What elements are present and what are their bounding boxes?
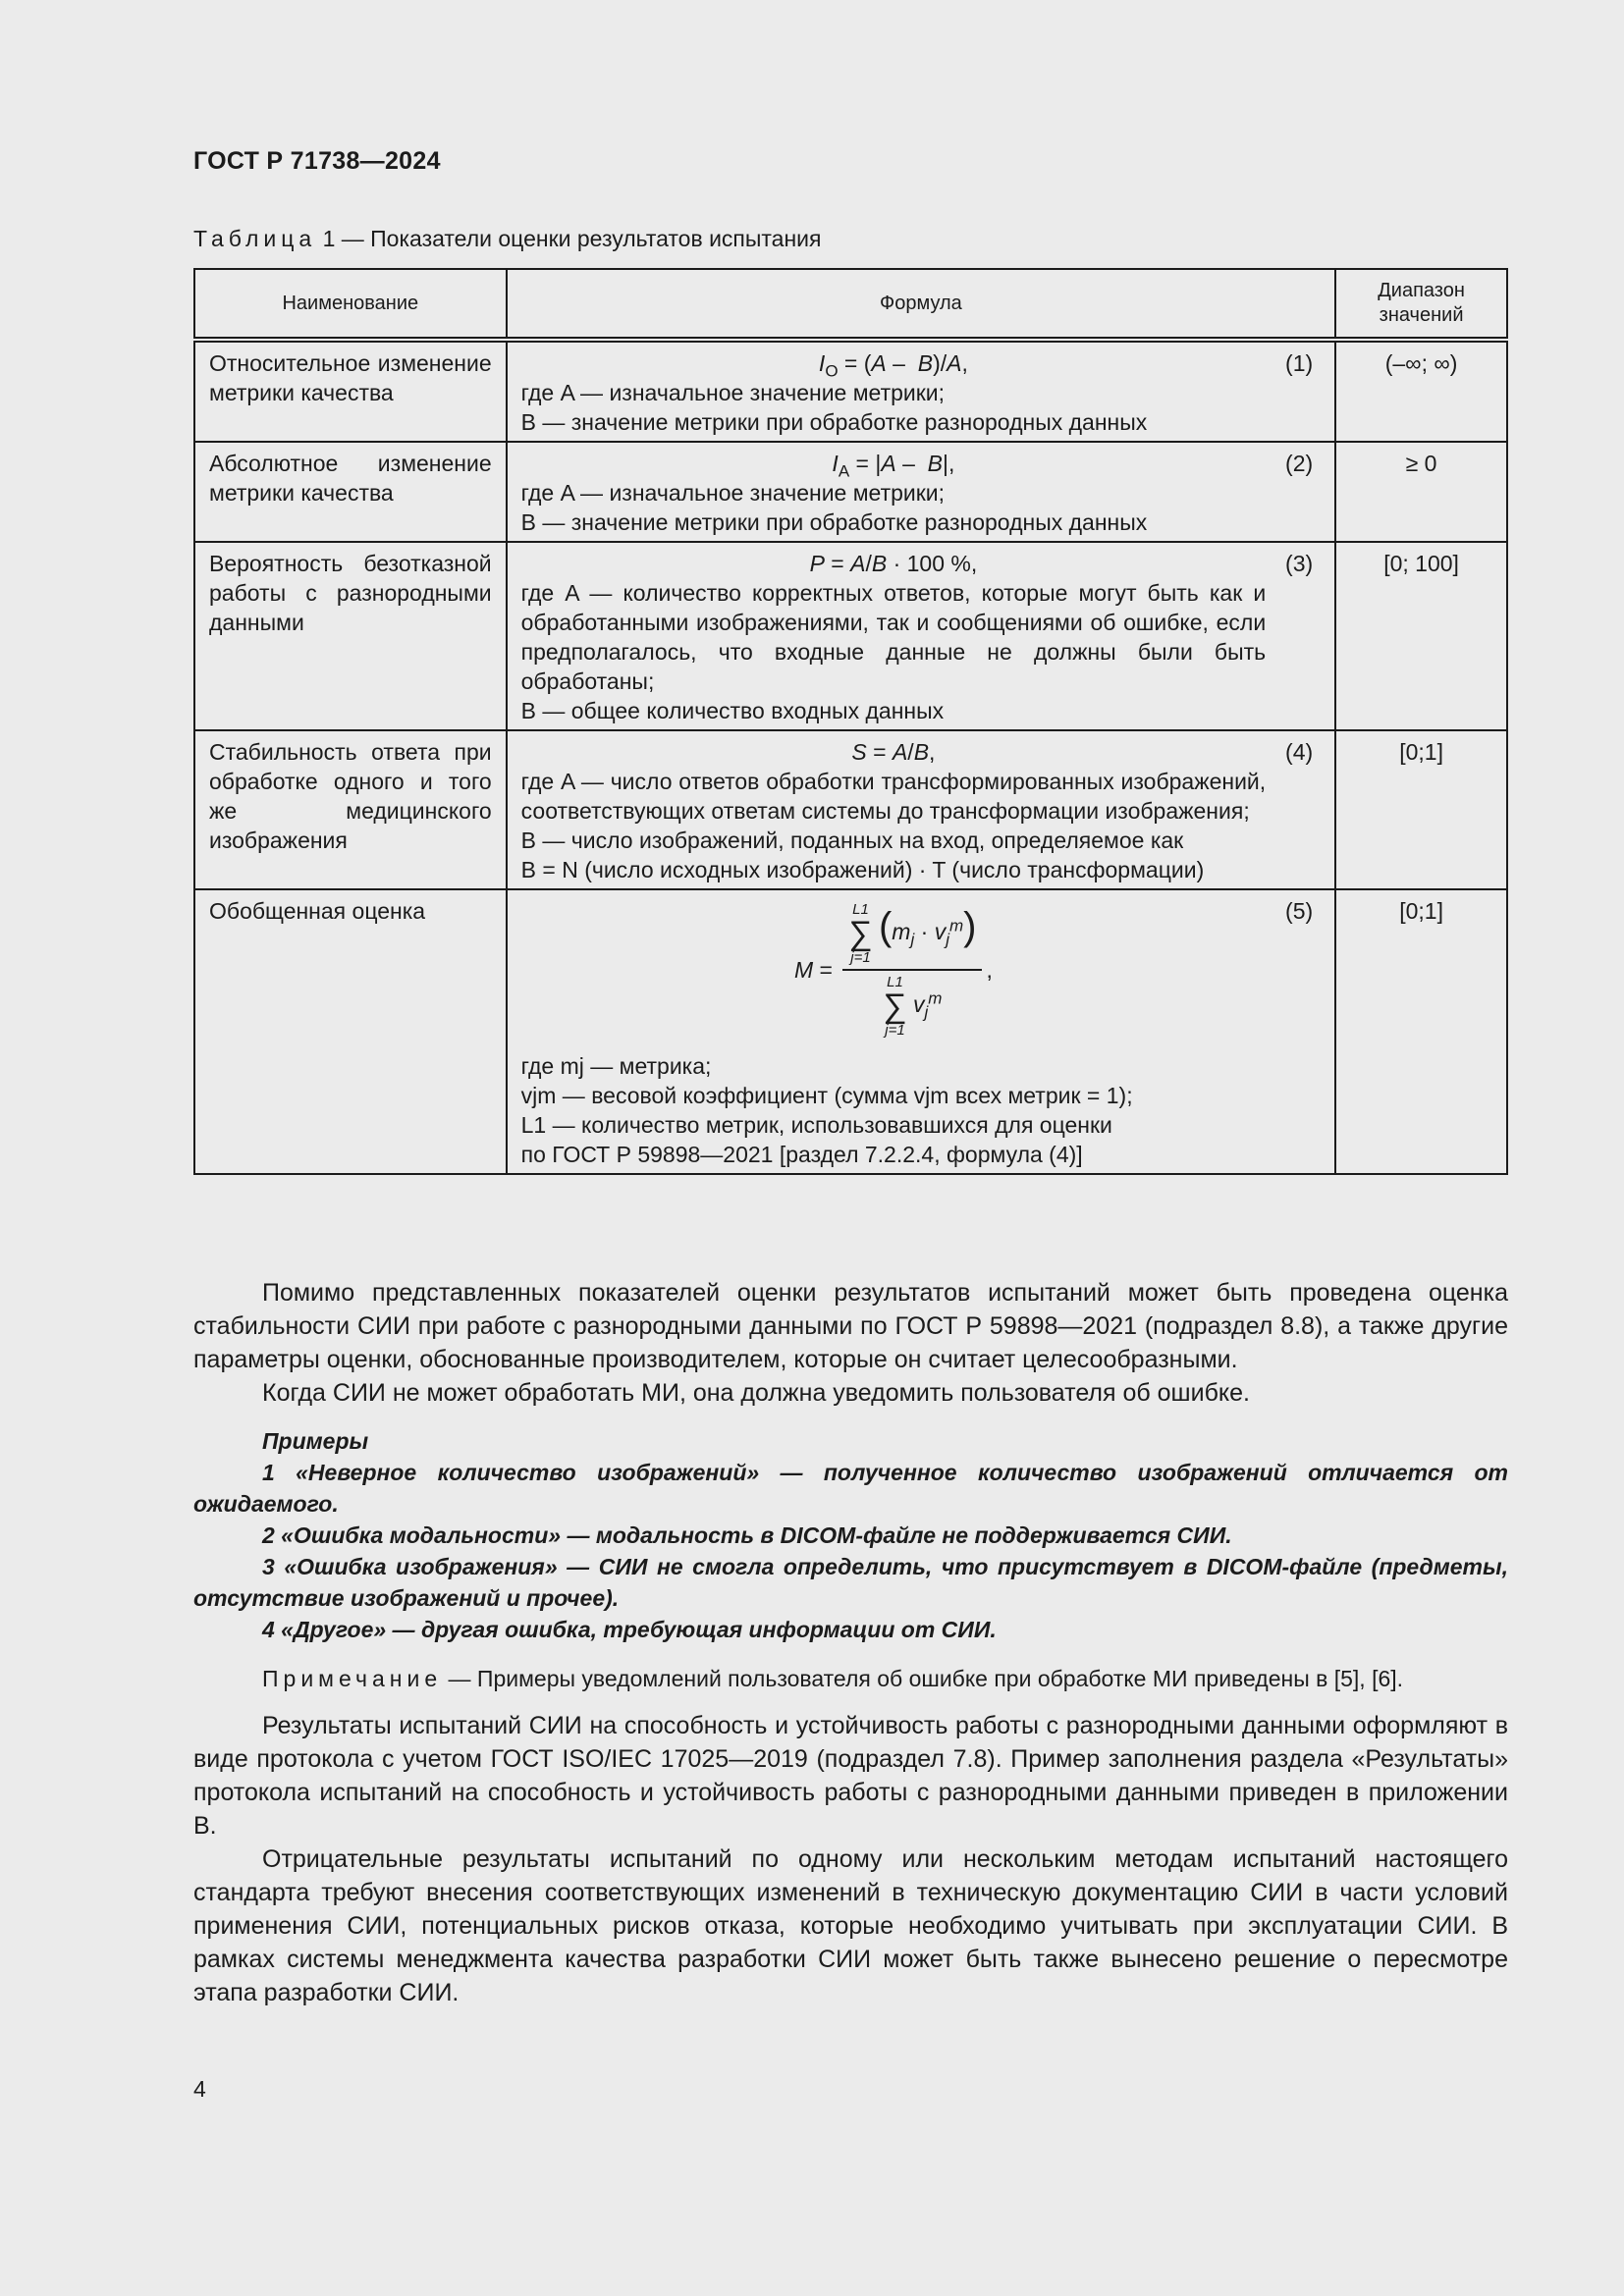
formula-where-c: L1 — количество метрик, использовавшихся для оценки (520, 1112, 1112, 1138)
indicators-table (193, 268, 1508, 1175)
row-range: [0; 100] (1335, 542, 1507, 730)
note (193, 1663, 1508, 1694)
note-text: — Примеры уведомлений пользователя об ошибке при обработке МИ приведены в [5], [6]. (442, 1666, 1404, 1691)
table-row (194, 340, 1507, 442)
table-caption-text: 1 — Показатели оценки результатов испытания (316, 226, 822, 251)
examples-title: Примеры (262, 1428, 369, 1454)
row-range: [0;1] (1335, 730, 1507, 889)
fraction-numerator: L1 ∑ j=1 $(m_j \cdot v_j^m)$ (842, 902, 982, 971)
body-text-bottom (193, 1709, 1508, 2009)
fraction (842, 902, 982, 1038)
formula-where-a: где A — число ответов обработки трансформированных изображений, соответствующих ответам системы до трансформации изображения; (520, 769, 1267, 824)
formula-where-a: где A — изначальное значение метрики; (520, 480, 946, 506)
row-formula (507, 340, 1336, 442)
table-row (194, 442, 1507, 542)
row-range: ≥ 0 (1335, 442, 1507, 542)
example-item: 4 «Другое» — другая ошибка, требующая информации от СИИ. (262, 1617, 997, 1642)
formula-where-a: где mj — метрика; (520, 1053, 712, 1079)
paragraph: Помимо представленных показателей оценки результатов испытаний может быть проведена оценка стабильности СИИ при работе с разнородными данными по ГОСТ Р 59898—2021 (подраздел 8.8), а также другие параметры оценки, обоснованные производителем, которые он считает целесообразными. (193, 1279, 1508, 1373)
paragraph: Когда СИИ не может обработать МИ, она должна уведомить пользователя об ошибке. (262, 1379, 1250, 1407)
row-formula (507, 542, 1336, 730)
formula-where-c: B = N (число исходных изображений) · T (число трансформации) (520, 857, 1205, 882)
generalized-score-formula: M = L1 ∑ j=1 $(m_j \cdot v_j^m)$ L1 ∑ j=1 $v_j^m$ , (793, 901, 993, 1039)
table-caption (193, 226, 821, 252)
row-formula (507, 730, 1336, 889)
example-item: 2 «Ошибка модальности» — модальность в DICOM-файле не поддерживается СИИ. (262, 1522, 1232, 1548)
formula-where-a: где A — количество корректных ответов, которые могут быть как и обработанными изображениями, так и сообщениями об ошибке, если предполагалось, что входные данные не должны были быть обработаны; (520, 580, 1267, 694)
formula-expression: $I_A = |A - B|$, (832, 451, 955, 481)
table-caption-word: Таблица (193, 226, 317, 251)
example-item: 3 «Ошибка изображения» — СИИ не смогла определить, что присутствует в DICOM-файле (предметы, отсутствие изображений и прочее). (193, 1554, 1508, 1611)
formula-where-a: где A — изначальное значение метрики; (520, 380, 946, 405)
row-formula (507, 889, 1336, 1174)
paragraph: Отрицательные результаты испытаний по одному или нескольким методам испытаний настоящего стандарта требуют внесения соответствующих изменений в техническую документацию СИИ в части условий применения СИИ, потенциальных рисков отказа, которые необходимо учитывать при эксплуатации СИИ. В рамках системы менеджмента качества разработки СИИ может быть также вынесено решение о пересмотре этапа разработки СИИ. (193, 1845, 1508, 2006)
sum-symbol: L1 ∑ j=1 (883, 974, 907, 1039)
page-number: 4 (193, 2076, 206, 2102)
column-header-name: Наименование (194, 269, 507, 340)
table-row (194, 542, 1507, 730)
row-range: [0;1] (1335, 889, 1507, 1174)
body-text-top (193, 1276, 1508, 1410)
equation-number: (2) (1285, 451, 1314, 476)
formula-where-d: по ГОСТ Р 59898—2021 [раздел 7.2.2.4, формула (4)] (520, 1142, 1083, 1167)
equation-number: (1) (1285, 350, 1314, 376)
equation-number: (3) (1285, 551, 1314, 576)
column-header-formula: Формула (507, 269, 1336, 340)
table-header-row (194, 269, 1507, 340)
formula-where-b: B — число изображений, поданных на вход, определяемое как (520, 828, 1184, 853)
table-row (194, 730, 1507, 889)
fraction-denominator: L1 ∑ j=1 $v_j^m$ (883, 974, 943, 1039)
document-id: ГОСТ Р 71738—2024 (193, 147, 441, 175)
row-name: Обобщенная оценка (194, 889, 507, 1174)
row-range: (–∞; ∞) (1335, 340, 1507, 442)
equation-number: (5) (1285, 898, 1314, 924)
examples-block (193, 1425, 1508, 1645)
row-name: Вероятность безотказной работы с разнородными данными (194, 542, 507, 730)
paragraph: Результаты испытаний СИИ на способность и устойчивость работы с разнородными данными оформляют в виде протокола с учетом ГОСТ ISO/IEC 17025—2019 (подраздел 7.8). Пример заполнения раздела «Результаты» протокола испытаний на способность и устойчивость работы с разнородными данными приведен в приложении В. (193, 1712, 1508, 1840)
row-name: Относительное изменение метрики качества (194, 340, 507, 442)
equation-number: (4) (1285, 739, 1314, 765)
formula-expression: S = A/B, (851, 739, 936, 765)
formula-where-b: B — значение метрики при обработке разнородных данных (520, 509, 1148, 535)
table-row (194, 889, 1507, 1174)
formula-where-b: vjm — весовой коэффициент (сумма vjm всех метрик = 1); (520, 1083, 1133, 1108)
row-name: Абсолютное изменение метрики качества (194, 442, 507, 542)
formula-where-b: B — значение метрики при обработке разнородных данных (520, 409, 1148, 435)
example-item: 1 «Неверное количество изображений» — полученное количество изображений отличается от ожидаемого. (193, 1460, 1508, 1517)
row-name: Стабильность ответа при обработке одного и того же медицинского изображения (194, 730, 507, 889)
formula-expression: $I_O = (A - B)/A$, (818, 350, 968, 381)
formula-expression: P = A/B · 100 %, (809, 551, 978, 576)
note-word: Примечание (262, 1666, 443, 1691)
formula-where-b: B — общее количество входных данных (520, 698, 945, 723)
column-header-range: Диапазон значений (1335, 269, 1507, 340)
row-formula (507, 442, 1336, 542)
note-block (193, 1663, 1508, 1694)
sum-symbol: L1 ∑ j=1 (848, 901, 873, 966)
